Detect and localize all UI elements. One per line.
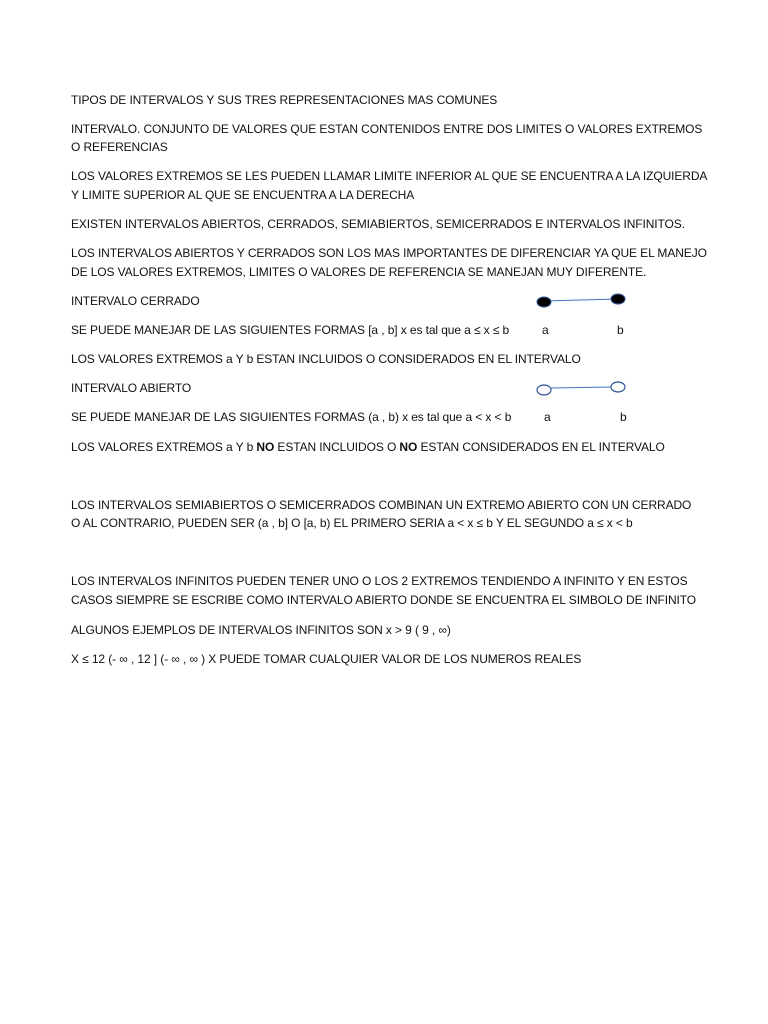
open-endpoint-b [611, 382, 625, 392]
open-label-b: b [620, 410, 627, 424]
important-line-2: DE LOS VALORES EXTREMOS, LIMITES O VALORES DE REFERENCIA SE MANEJAN MUY DIFERENTE. [71, 265, 647, 279]
infinite-examples-line-1: ALGUNOS EJEMPLOS DE INTERVALOS INFINITOS SON x > 9 ( 9 , ∞) [71, 623, 451, 637]
open-interval-line [551, 387, 611, 388]
semi-open-line-1: LOS INTERVALOS SEMIABIERTOS O SEMICERRADOS COMBINAN UN EXTREMO ABIERTO CON UN CERRADO [71, 498, 692, 512]
closed-label-a: a [542, 323, 549, 337]
open-interval-excluded [71, 438, 665, 457]
excluded-text-post: ESTAN CONSIDERADOS EN EL INTERVALO [417, 440, 665, 454]
infinite-line-2: CASOS SIEMPRE SE ESCRIBE COMO INTERVALO ABIERTO DONDE SE ENCUENTRA EL SIMBOLO DE INFINITO [71, 593, 697, 607]
limits-line-1: LOS VALORES EXTREMOS SE LES PUEDEN LLAMAR LIMITE INFERIOR AL QUE SE ENCUENTRA A LA IZQUIERDA [71, 169, 708, 183]
types-paragraph: EXISTEN INTERVALOS ABIERTOS, CERRADOS, SEMIABIERTOS, SEMICERRADOS E INTERVALOS INFINITOS. [71, 217, 685, 231]
definition-line-2: O REFERENCIAS [71, 140, 168, 154]
doc-title: TIPOS DE INTERVALOS Y SUS TRES REPRESENTACIONES MAS COMUNES [71, 93, 498, 107]
excluded-text-pre: LOS VALORES EXTREMOS a Y b [71, 440, 257, 454]
closed-interval-included: LOS VALORES EXTREMOS a Y b ESTAN INCLUIDOS O CONSIDERADOS EN EL INTERVALO [71, 352, 581, 366]
closed-endpoint-b [611, 294, 625, 304]
excluded-text-mid: ESTAN INCLUIDOS O [274, 440, 400, 454]
closed-interval-heading: INTERVALO CERRADO [71, 294, 200, 308]
open-endpoint-a [537, 385, 551, 395]
open-interval-heading: INTERVALO ABIERTO [71, 381, 192, 395]
closed-interval-diagram [530, 290, 640, 310]
closed-endpoint-a [537, 297, 551, 307]
infinite-examples-line-2: X ≤ 12 (- ∞ , 12 ] (- ∞ , ∞ ) X PUEDE TOMAR CUALQUIER VALOR DE LOS NUMEROS REALES [71, 652, 582, 666]
semi-open-line-2: O AL CONTRARIO, PUEDEN SER (a , b] O [a, b) EL PRIMERO SERIA a < x ≤ b Y EL SEGUNDO a ≤ x < b [71, 516, 633, 530]
closed-interval-forms: SE PUEDE MANEJAR DE LAS SIGUIENTES FORMAS [a , b] x es tal que a ≤ x ≤ b [71, 323, 510, 337]
open-interval-forms: SE PUEDE MANEJAR DE LAS SIGUIENTES FORMAS (a , b) x es tal que a < x < b [71, 410, 512, 424]
definition-line-1: INTERVALO. CONJUNTO DE VALORES QUE ESTAN CONTENIDOS ENTRE DOS LIMITES O VALORES EXTREMOS [71, 122, 703, 136]
important-line-1: LOS INTERVALOS ABIERTOS Y CERRADOS SON LOS MAS IMPORTANTES DE DIFERENCIAR YA QUE EL MANEJO [71, 246, 707, 260]
limits-line-2: Y LIMITE SUPERIOR AL QUE SE ENCUENTRA A LA DERECHA [71, 188, 415, 202]
closed-interval-line [544, 299, 618, 301]
excluded-no-1: NO [256, 440, 275, 454]
infinite-line-1: LOS INTERVALOS INFINITOS PUEDEN TENER UNO O LOS 2 EXTREMOS TENDIENDO A INFINITO Y EN ESTOS [71, 574, 688, 588]
open-label-a: a [544, 410, 551, 424]
excluded-no-2: NO [399, 440, 418, 454]
open-interval-diagram [530, 378, 640, 398]
closed-label-b: b [617, 323, 624, 337]
